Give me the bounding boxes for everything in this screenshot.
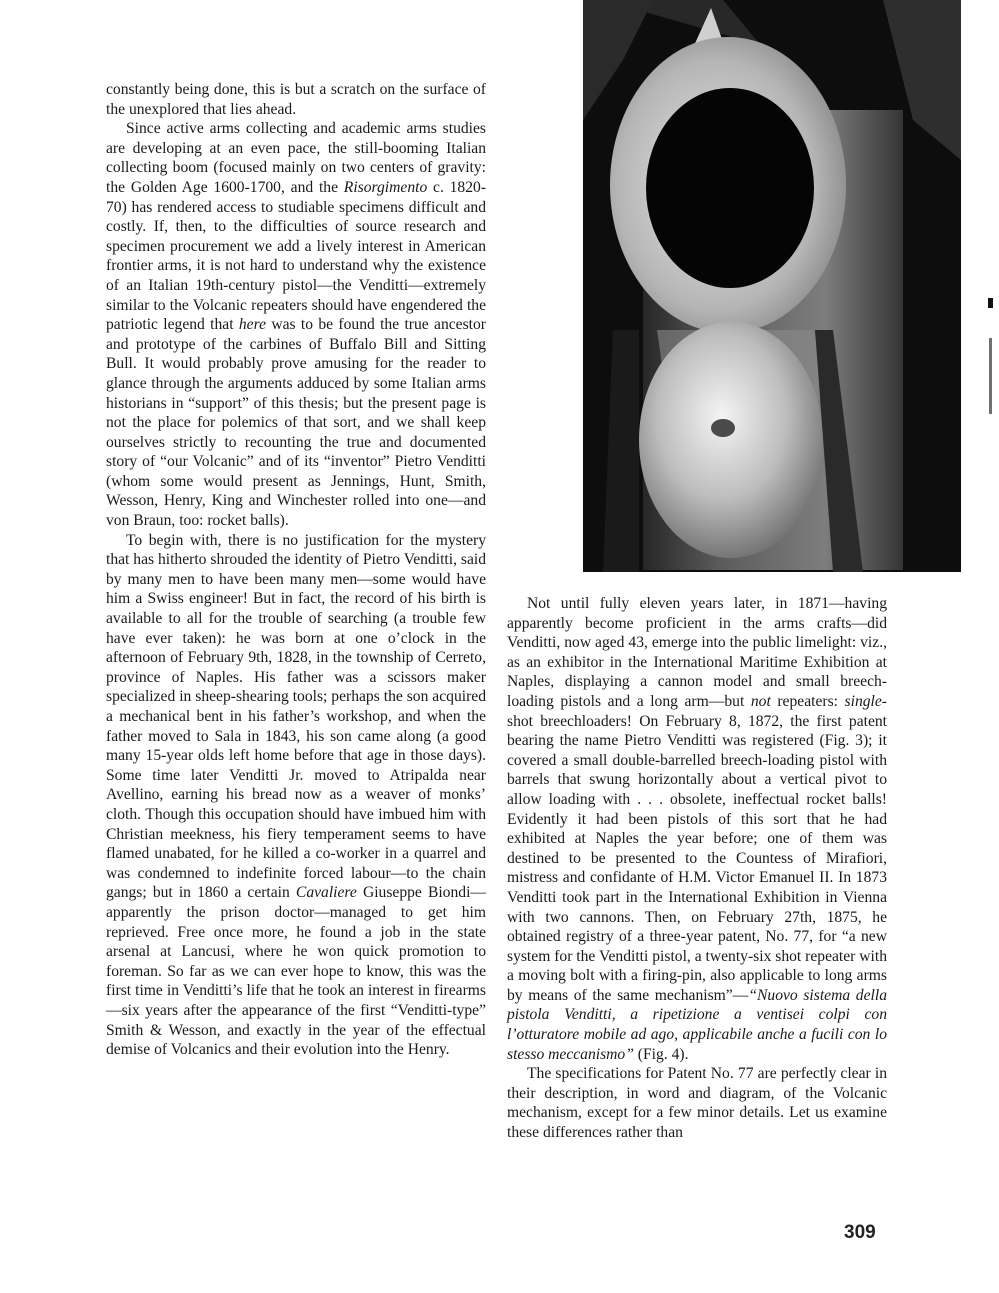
italic-text: Cavaliere [295,884,357,902]
paragraph-text: repeaters: [770,692,845,710]
page-number: 309 [844,1222,876,1243]
paragraph [507,594,887,1064]
paragraph-text: The specifications for Patent No. 77 are perfectly clear in their description, in word and diagram, of the Volcanic mechanism, except for a few minor details. Let us examine these differences rather than [507,1065,887,1142]
paragraph [507,1064,887,1142]
italic-text: not [750,692,771,710]
left-text-column [106,80,486,1060]
paragraph-text: To begin with, there is no justification for the mystery that has hitherto shrouded the identity of Pietro Venditti, said by many men to have been many men—some would have him a Swiss engineer! But in fact, the record of his birth is available to all for the trouble of searching (a trouble few have ever taken): he was born at one o’clock in the afternoon of February 9th, 1828, in the township of Cerreto, province of Naples. His father was a scissors maker specialized in sheep-shearing tools; perhaps the son acquired a mechanical bent in his father’s workshop, and when the father moved to Sala in 1843, his son came along (a good many 15-year olds left home before that age in those days). Some time later Venditti Jr. moved to Atripalda near Avellino, earning his bread now as a weaver of monks’ cloth. Though this occupation should have imbued him with Christian meekness, his fiery temperament seems to have flamed unabated, for he killed a co-worker in a quarrel and was condemned to indefinite forced labour—to the chain gangs; but in 1860 a certain [106,531,486,902]
pistol-muzzle-photo [583,0,961,572]
paragraph-text: c. 1820-70) has rendered access to studiable specimens difficult and costly. If, then, to the difficulties of source research and specimen procurement we add a lively interest in American frontier arms, it is not hard to understand why the existence of an Italian 19th-century pistol—the Venditti—extremely similar to the Volcanic repeaters should have engendered the patriotic legend that [106,178,487,334]
paragraph [106,80,486,119]
pistol-muzzle-icon [583,0,961,572]
italic-text: “Nuovo sistema della pistola Venditti, a ripetizione a ventisei colpi con l’otturatore mobile ad ago, applicabile anche a fucili con lo stesso meccanismo” [507,986,887,1063]
right-text-column [507,594,887,1143]
paragraph [106,531,486,1060]
italic-text: here [238,316,267,334]
paragraph [106,119,486,530]
italic-text: Risorgimento [343,178,428,196]
paragraph-text: Since active arms collecting and academic arms studies are developing at an even pace, the still-booming Italian collecting boom (focused mainly on two centers of gravity: the Golden Age 1600-1700, and the [106,120,486,196]
edge-mark [987,298,995,414]
paragraph-text: was to be found the true ancestor and prototype of the carbines of Buffalo Bill and Sitting Bull. It would probably prove amusing for the reader to glance through the arguments adduced by some Italian arms historians in “support” of this thesis; but the present page is not the place for polemics of that sort, and we shall keep ourselves strictly to recounting the true and documented story of “our Volcanic” and of its “inventor” Pietro Venditti (whom some would present as Jennings, Hunt, Smith, Wesson, Henry, King and Winchester rolled into one—and von Braun, too: rocket balls). [106,316,486,530]
paragraph-text: Not until fully eleven years later, in 1871—having apparently become proficient in the arms crafts—did Venditti, now aged 43, emerge into the public limelight: viz., as an exhibitor in the International Maritime Exhibition at Naples, displaying a cannon model and small breech-loading pistols and a long arm—but [507,595,887,710]
paragraph-text: (Fig. 4). [633,1045,689,1063]
paragraph-text: constantly being done, this is but a scratch on the surface of the unexplored that lies ahead. [106,81,486,118]
italic-text: single [844,692,882,710]
paragraph-text: Giuseppe Biondi—apparently the prison doctor—managed to get him reprieved. Free once more, he found a job in the state arsenal at Lancusi, where he won quick promotion to foreman. So far as we can ever hope to know, this was the first time in Venditti’s life that he took an interest in firearms —six years after the appearance of the first “Venditti-type” Smith & Wesson, and exactly in the year of the effectual demise of Volcanics and their evolution into the Henry. [106,884,486,1059]
paragraph-text: -shot breechloaders! On February 8, 1872, the first patent bearing the name Pietro Venditti was registered (Fig. 3); it covered a small double-barrelled breech-loading pistol with barrels that swung horizontally about a vertical pivot to allow loading with . . . obsolete, ineffectual rocket balls! Evidently it had been pistols of this sort that he had exhibited at Naples the year before; one of them was destined to be presented to the Countess of Mirafiori, mistress and confidante of H.M. Victor Emanuel II. In 1873 Venditti took part in the International Exhibition in Vienna with two cannons. Then, on February 27th, 1875, he obtained registry of a three-year patent, No. 77, for “a new system for the Venditti pistol, a twenty-six shot repeater with a moving bolt with a firing-pin, also applicable to long arms by means of the same mechanism”— [507,692,887,1004]
